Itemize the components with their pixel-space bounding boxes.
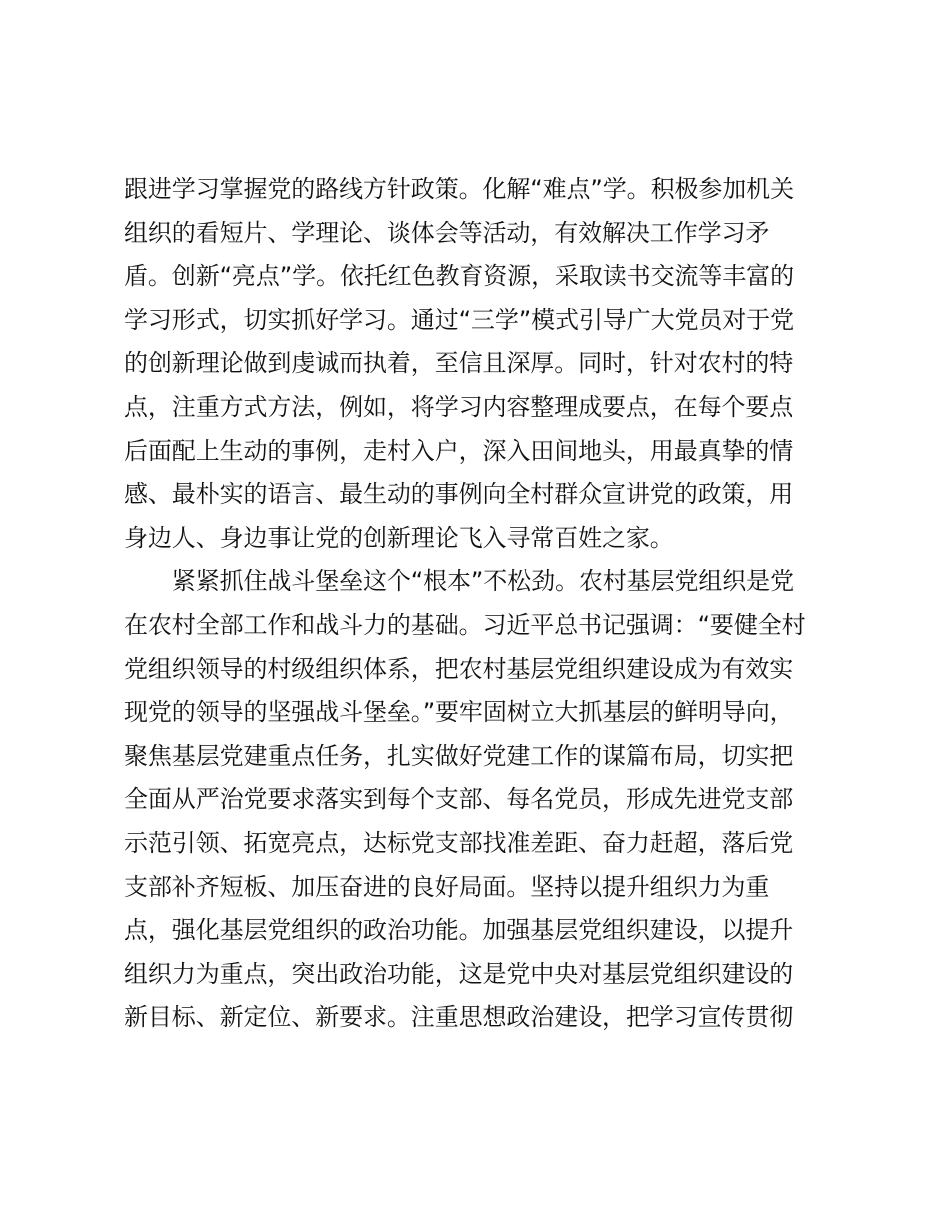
text-line: 学习形式，切实抓好学习。通过“三学”模式引导广大党员对于党: [124, 305, 794, 334]
text-line: 身边人、身边事让党的创新理论飞入寻常百姓之家。: [124, 523, 674, 552]
document-body: [124, 168, 844, 1040]
text-line: 后面配上生动的事例，走村入户，深入田间地头，用最真挚的情: [124, 436, 794, 465]
text-line: 新目标、新定位、新要求。注重思想政治建设，把学习宣传贯彻: [124, 1003, 794, 1032]
text-line: 的创新理论做到虔诚而执着，至信且深厚。同时，针对农村的特: [124, 349, 794, 378]
text-line: 盾。创新“亮点”学。依托红色教育资源，采取读书交流等丰富的: [124, 262, 794, 291]
text-line: 组织的看短片、学理论、谈体会等活动，有效解决工作学习矛: [124, 218, 770, 247]
text-line: 示范引领、拓宽亮点，达标党支部找准差距、奋力赶超，落后党: [124, 828, 794, 857]
paragraph-2: [124, 560, 844, 1040]
text-line: 紧紧抓住战斗堡垒这个“根本”不松劲。农村基层党组织是党: [124, 567, 794, 596]
text-line: 聚焦基层党建重点任务，扎实做好党建工作的谋篇布局，切实把: [124, 741, 794, 770]
text-line: 全面从严治党要求落实到每个支部、每名党员，形成先进党支部: [124, 785, 794, 814]
paragraph-1: [124, 168, 844, 560]
text-line: 现党的领导的坚强战斗堡垒。”要牢固树立大抓基层的鲜明导向，: [124, 698, 794, 727]
text-line: 党组织领导的村级组织体系，把农村基层党组织建设成为有效实: [124, 654, 794, 683]
text-line: 点，注重方式方法，例如，将学习内容整理成要点，在每个要点: [124, 392, 794, 421]
text-line: 点，强化基层党组织的政治功能。加强基层党组织建设，以提升: [124, 916, 794, 945]
text-line: 跟进学习掌握党的路线方针政策。化解“难点”学。积极参加机关: [124, 175, 794, 203]
text-line: 在农村全部工作和战斗力的基础。习近平总书记强调：“要健全村: [124, 610, 806, 639]
text-line: 支部补齐短板、加压奋进的良好局面。坚持以提升组织力为重: [124, 872, 770, 901]
text-line: 组织力为重点，突出政治功能，这是党中央对基层党组织建设的: [124, 959, 794, 988]
text-line: 感、最朴实的语言、最生动的事例向全村群众宣讲党的政策，用: [124, 480, 794, 509]
